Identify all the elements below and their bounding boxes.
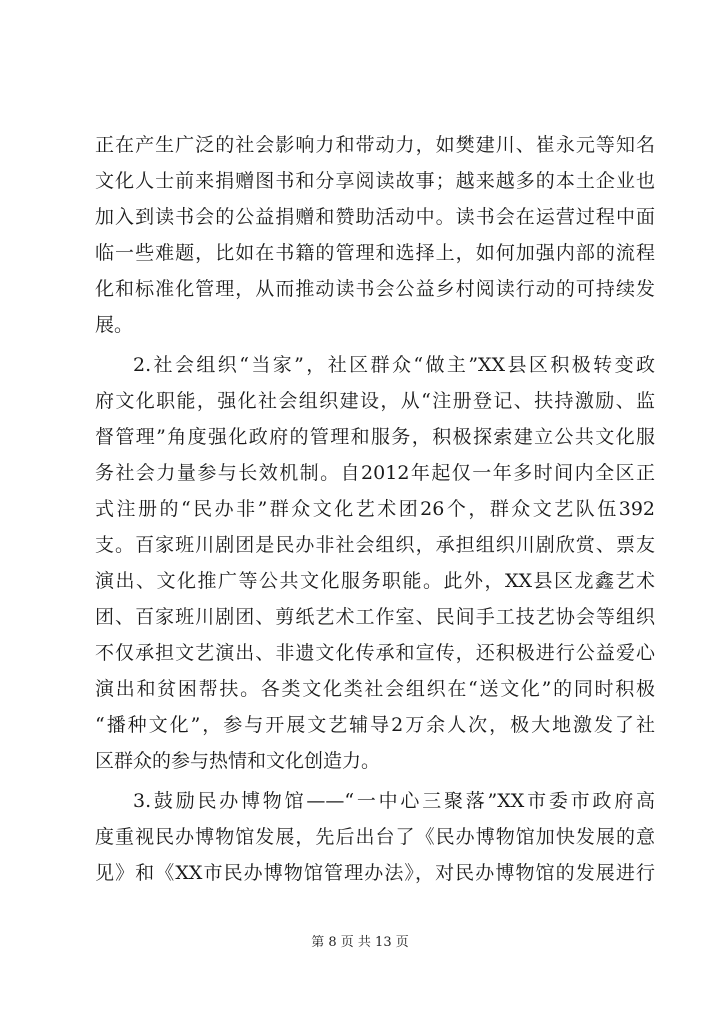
text-line: “播种文化”，参与开展文艺辅导2万余人次，极大地激发了社 [95, 714, 655, 736]
text-line: 督管理”角度强化政府的管理和服务，积极探索建立公共文化服 [95, 426, 655, 448]
text-line: 临一些难题，比如在书籍的管理和选择上，如何加强内部的流程 [95, 242, 655, 264]
page-number-footer: 第 8 页 共 13 页 [311, 935, 409, 950]
text-line: 见》和《XX市民办博物馆管理办法》，对民办博物馆的发展进行 [95, 862, 655, 884]
paragraph-start-line: 3.鼓励民办博物馆——“一中心三聚落”XX市委市政府高 [133, 790, 655, 812]
text-line: 化和标准化管理，从而推动读书会公益乡村阅读行动的可持续发 [95, 278, 655, 300]
text-line: 支。百家班川剧团是民办非社会组织，承担组织川剧欣赏、票友 [95, 534, 655, 556]
text-line: 正在产生广泛的社会影响力和带动力，如樊建川、崔永元等知名 [95, 134, 655, 156]
text-line: 展。 [95, 314, 134, 336]
text-line: 区群众的参与热情和文化创造力。 [95, 750, 381, 772]
paragraph-start-line: 2.社会组织“当家”，社区群众“做主”XX县区积极转变政 [133, 354, 655, 376]
text-line: 度重视民办博物馆发展，先后出台了《民办博物馆加快发展的意 [95, 826, 655, 848]
text-line: 演出和贫困帮扶。各类文化类社会组织在“送文化”的同时积极 [95, 678, 655, 700]
text-line: 加入到读书会的公益捐赠和赞助活动中。读书会在运营过程中面 [95, 206, 655, 228]
text-line: 不仅承担文艺演出、非遗文化传承和宣传，还积极进行公益爱心 [95, 642, 655, 664]
text-line: 式注册的“民办非”群众文化艺术团26个，群众文艺队伍392 [95, 498, 655, 520]
text-line: 演出、文化推广等公共文化服务职能。此外，XX县区龙鑫艺术 [95, 570, 655, 592]
text-line: 团、百家班川剧团、剪纸艺术工作室、民间手工技艺协会等组织 [95, 606, 655, 628]
text-line: 文化人士前来捐赠图书和分享阅读故事；越来越多的本土企业也 [95, 170, 655, 192]
text-line: 务社会力量参与长效机制。自2012年起仅一年多时间内全区正 [95, 462, 655, 484]
text-line: 府文化职能，强化社会组织建设，从“注册登记、扶持激励、监 [95, 390, 655, 412]
